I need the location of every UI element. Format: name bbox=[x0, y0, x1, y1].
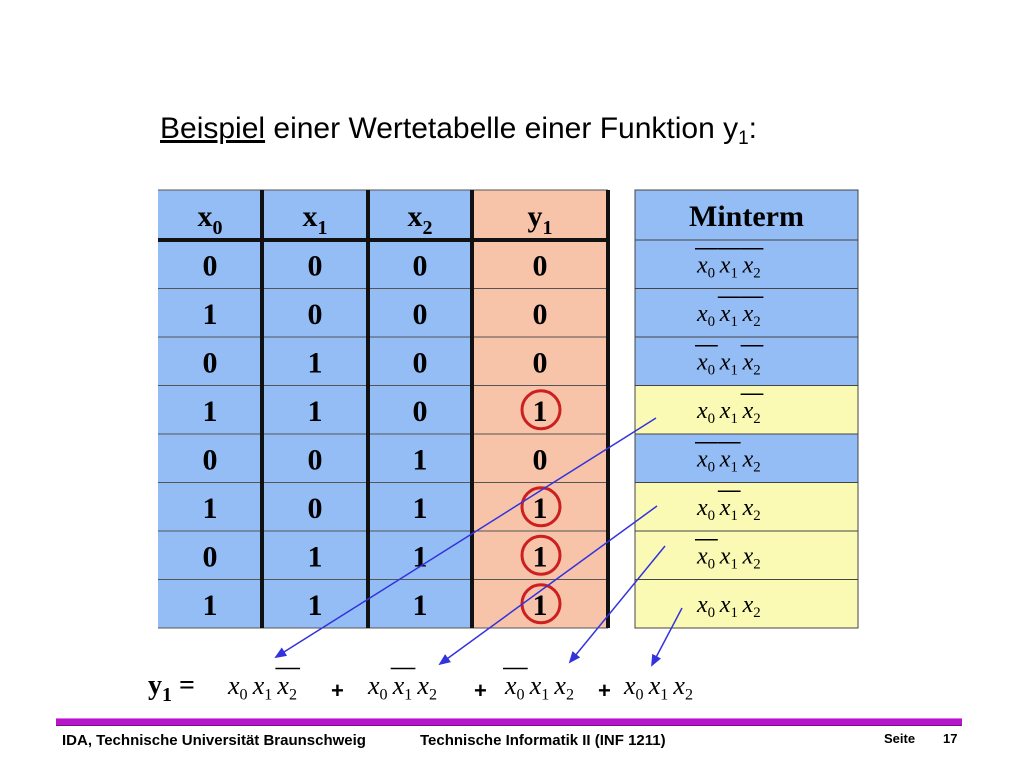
table-cell: 0 bbox=[532, 346, 548, 380]
term-variable: $x_0$ bbox=[697, 543, 716, 573]
term-variable: $x_1$ bbox=[648, 671, 669, 704]
table-cell: 1 bbox=[307, 588, 323, 622]
footer-divider bbox=[56, 718, 962, 726]
truth-table bbox=[158, 190, 608, 628]
term-variable: $x_2$ bbox=[742, 543, 761, 573]
title-subscript: 1 bbox=[738, 128, 749, 149]
table-cell: 0 bbox=[532, 249, 548, 283]
term-variable: $x_1$ bbox=[252, 671, 273, 704]
table-cell: 1 bbox=[532, 394, 548, 428]
plus-operator: + bbox=[331, 678, 344, 703]
equation-lhs: $y_1$ = bbox=[148, 670, 195, 706]
table-cell: 1 bbox=[202, 394, 218, 428]
table-header: $x_1$ bbox=[302, 200, 328, 239]
term-variable: $x_2$ bbox=[742, 591, 761, 622]
table-cell: 0 bbox=[202, 540, 218, 574]
term-variable: $x_0$ bbox=[505, 671, 525, 704]
table-cell: 1 bbox=[202, 588, 218, 622]
term-variable: $x_2$ bbox=[417, 671, 438, 704]
term-variable: $x_0$ bbox=[697, 397, 716, 428]
table-cell: 1 bbox=[532, 588, 548, 622]
term-variable: $x_1$ bbox=[719, 252, 738, 282]
term-variable: $x_2$ bbox=[742, 446, 761, 476]
term-variable: $x_1$ bbox=[392, 671, 413, 704]
table-cell: 1 bbox=[532, 540, 548, 574]
table-cell: 0 bbox=[307, 249, 323, 283]
term-variable: $x_2$ bbox=[742, 300, 761, 331]
plus-operator: + bbox=[474, 678, 487, 703]
minterm-column bbox=[635, 190, 858, 628]
table-header: $x_0$ bbox=[197, 200, 223, 239]
footer-page-number: 17 bbox=[943, 731, 958, 746]
footer-page-label: Seite bbox=[884, 731, 916, 746]
term-variable: $x_0$ bbox=[624, 671, 644, 704]
minterm-header: Minterm bbox=[689, 200, 804, 233]
term-variable: $x_2$ bbox=[742, 252, 761, 282]
term-variable: $x_1$ bbox=[719, 591, 738, 622]
table-cell: 1 bbox=[412, 491, 428, 525]
table-cell: 1 bbox=[412, 588, 428, 622]
table-cell: 0 bbox=[202, 443, 218, 477]
term-variable: $x_0$ bbox=[697, 349, 716, 379]
term-variable: $x_0$ bbox=[368, 671, 388, 704]
equation bbox=[148, 669, 693, 706]
term-variable: $x_1$ bbox=[719, 300, 738, 331]
term-variable: $x_2$ bbox=[742, 397, 761, 428]
table-header: $x_2$ bbox=[407, 200, 433, 239]
footer-course: Technische Informatik II (INF 1211) bbox=[420, 732, 666, 749]
table-cell: 1 bbox=[307, 540, 323, 574]
table-cell: 0 bbox=[412, 346, 428, 380]
table-cell: 1 bbox=[307, 346, 323, 380]
term-variable: $x_0$ bbox=[697, 494, 716, 525]
term-variable: $x_0$ bbox=[697, 252, 716, 282]
term-variable: $x_1$ bbox=[719, 349, 738, 379]
table-cell: 0 bbox=[202, 346, 218, 380]
table-cell: 1 bbox=[202, 297, 218, 331]
term-variable: $x_1$ bbox=[719, 446, 738, 476]
table-cell: 0 bbox=[532, 297, 548, 331]
table-cell: 1 bbox=[412, 443, 428, 477]
table-cell: 0 bbox=[412, 249, 428, 283]
footer-institution: IDA, Technische Universität Braunschweig bbox=[62, 732, 366, 749]
table-cell: 0 bbox=[202, 249, 218, 283]
term-variable: $x_1$ bbox=[719, 494, 738, 525]
term-variable: $x_2$ bbox=[742, 494, 761, 525]
table-cell: 1 bbox=[307, 394, 323, 428]
table-cell: 0 bbox=[412, 297, 428, 331]
table-cell: 0 bbox=[412, 394, 428, 428]
title-text: einer Wertetabelle einer Funktion y bbox=[265, 112, 739, 145]
term-variable: $x_0$ bbox=[228, 671, 248, 704]
term-variable: $x_1$ bbox=[719, 543, 738, 573]
term-variable: $x_0$ bbox=[697, 300, 716, 331]
title-colon: : bbox=[748, 112, 758, 145]
term-variable: $x_2$ bbox=[742, 349, 761, 379]
term-variable: $x_2$ bbox=[554, 671, 575, 704]
title-underlined-word: Beispiel bbox=[160, 112, 266, 145]
table-cell: 0 bbox=[307, 443, 323, 477]
term-variable: $x_2$ bbox=[277, 671, 298, 704]
table-cell: 0 bbox=[307, 491, 323, 525]
plus-operator: + bbox=[598, 678, 611, 703]
table-cell: 0 bbox=[307, 297, 323, 331]
term-variable: $x_1$ bbox=[719, 397, 738, 428]
term-variable: $x_0$ bbox=[697, 591, 716, 622]
term-variable: $x_2$ bbox=[673, 671, 694, 704]
term-variable: $x_0$ bbox=[697, 446, 716, 476]
table-cell: 1 bbox=[202, 491, 218, 525]
table-cell: 1 bbox=[412, 540, 428, 574]
table-cell: 0 bbox=[532, 443, 548, 477]
term-variable: $x_1$ bbox=[529, 671, 550, 704]
table-header: $y_1$ bbox=[527, 200, 553, 239]
table-cell: 1 bbox=[532, 491, 548, 525]
